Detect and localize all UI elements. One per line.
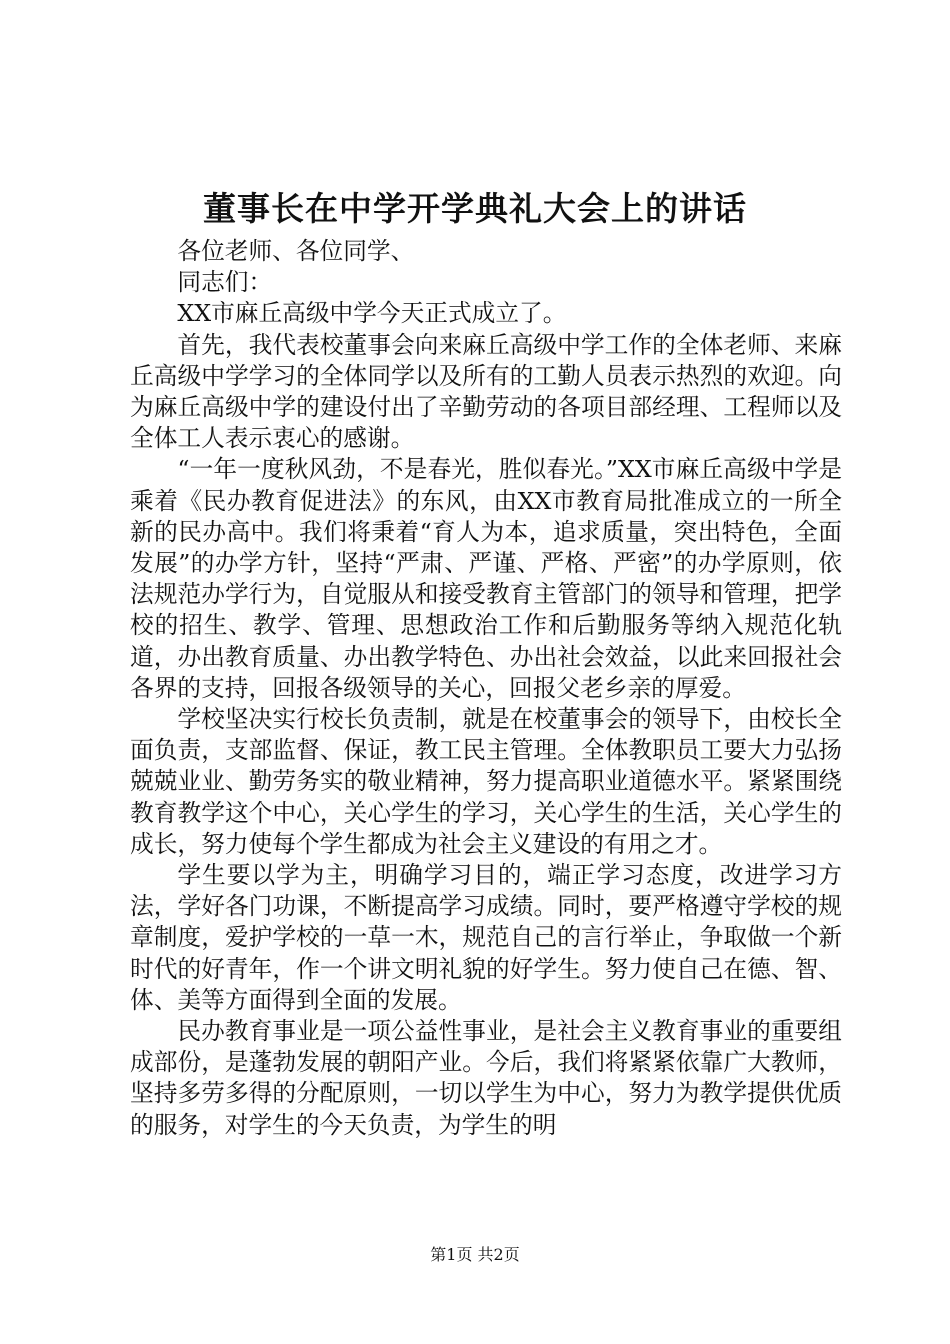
paragraph-future: 民办教育事业是一项公益性事业，是社会主义教育事业的重要组成部份，是蓬勃发展的朝阳产业。今后，我们将紧紧依靠广大教师，坚持多劳多得的分配原则，一切以学生为中心，努力为教学提供优质的服务，对学生的今天负责，为学生的明 (130, 1017, 842, 1139)
paragraph-school-mission: “一年一度秋风劲，不是春光，胜似春光。”XX市麻丘高级中学是乘着《民办教育促进法》的东风，由XX市教育局批准成立的一所全新的民办高中。我们将秉着“育人为本，追求质量，突出特色，全面发展”的办学方针，坚持“严肃、严谨、严格、严密”的办学原则，依法规范办学行为，自觉服从和接受教育主管部门的领导和管理，把学校的招生、教学、管理、思想政治工作和后勤服务等纳入规范化轨道，办出教育质量、办出教学特色、办出社会效益，以此来回报社会各界的支持，回报各级领导的关心，回报父老乡亲的厚爱。 (130, 455, 842, 702)
paragraph-opening: XX市麻丘高级中学今天正式成立了。 (177, 299, 567, 328)
page-number-footer: 第1页 共2页 (430, 1245, 520, 1264)
paragraph-students: 学生要以学为主，明确学习目的，端正学习态度，改进学习方法，学好各门功课，不断提高学习成绩。同时，要严格遵守学校的规章制度，爱护学校的一草一木，规范自己的言行举止，争取做一个新时代的好青年，作一个讲文明礼貌的好学生。努力使自己在德、智、体、美等方面得到全面的发展。 (130, 861, 842, 1014)
paragraph-staff: 学校坚决实行校长负责制，就是在校董事会的领导下，由校长全面负责，支部监督、保证，教工民主管理。全体教职员工要大力弘扬兢兢业业、勤劳务实的敬业精神，努力提高职业道德水平。紧紧围绕教育教学这个中心，关心学生的学习，关心学生的生活，关心学生的成长，努力使每个学生都成为社会主义建设的有用之才。 (130, 705, 842, 858)
salutation-line-1: 各位老师、各位同学、 (177, 237, 415, 265)
paragraph-welcome: 首先，我代表校董事会向来麻丘高级中学工作的全体老师、来麻丘高级中学学习的全体同学以及所有的工勤人员表示热烈的欢迎。向为麻丘高级中学的建设付出了辛勤劳动的各项目部经理、工程师以及全体工人表示衷心的感谢。 (130, 330, 842, 453)
salutation-line-2: 同志们： (177, 268, 273, 297)
document-body (130, 236, 842, 1141)
document-title: 董事长在中学开学典礼大会上的讲话 (203, 189, 747, 228)
